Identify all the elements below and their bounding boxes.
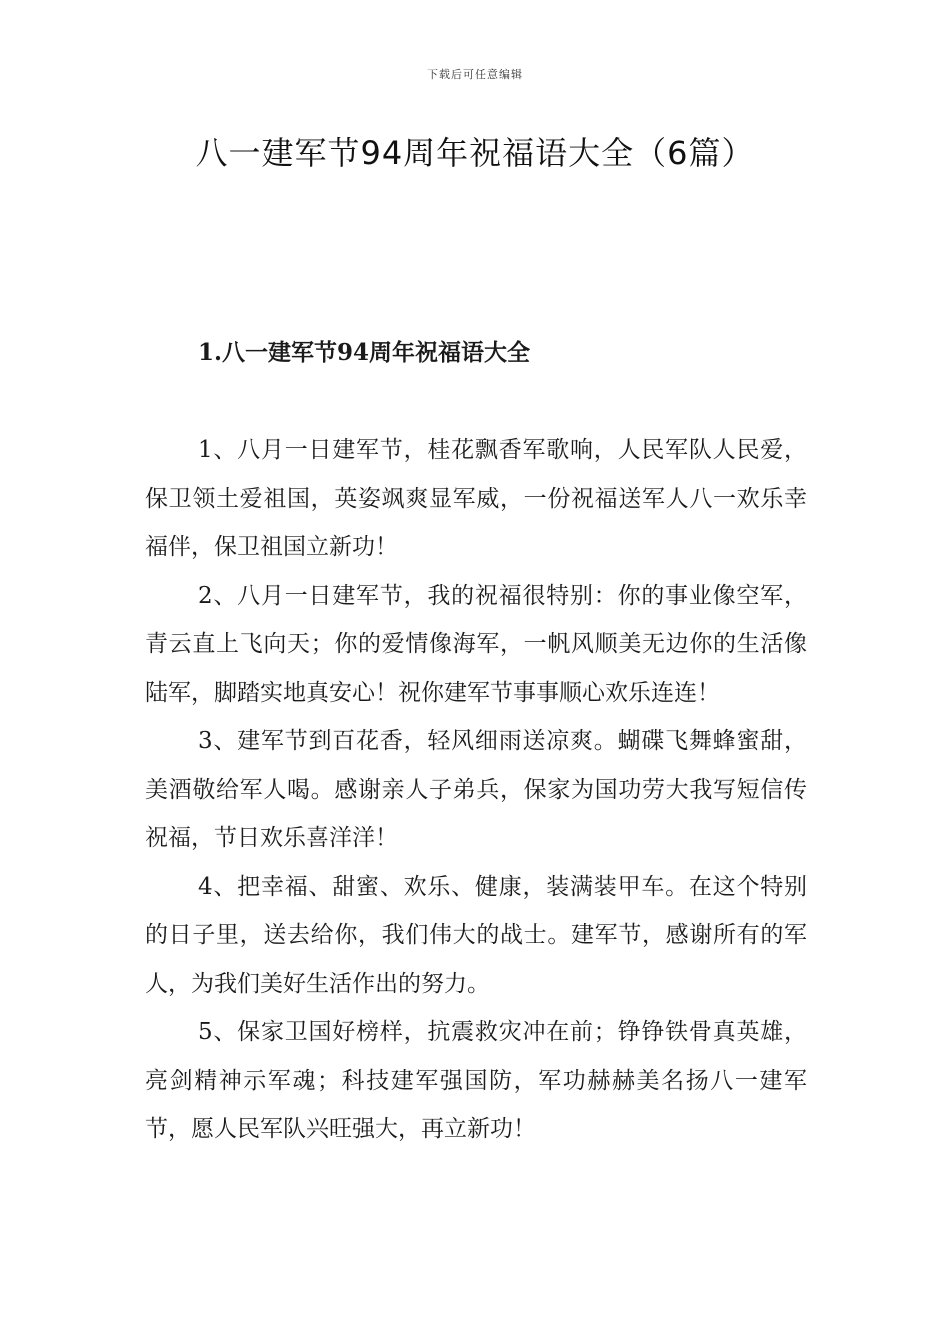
paragraph-1: 1、八月一日建军节，桂花飘香军歌响，人民军队人民爱，保卫领土爱祖国，英姿飒爽显军威，一份祝福送军人八一欢乐幸福伴，保卫祖国立新功！ — [145, 437, 807, 560]
section-heading: 1.八一建军节94周年祝福语大全 — [198, 339, 531, 366]
document-title: 八一建军节94周年祝福语大全（6篇） — [195, 134, 755, 172]
paragraph-5: 5、保家卫国好榜样，抗震救灾冲在前；铮铮铁骨真英雄，亮剑精神示军魂；科技建军强国防，军功赫赫美名扬八一建军节，愿人民军队兴旺强大，再立新功！ — [145, 1019, 807, 1142]
header-note: 下载后可任意编辑 — [427, 68, 523, 81]
paragraph-3: 3、建军节到百花香，轻风细雨送凉爽。蝴碟飞舞蜂蜜甜，美酒敬给军人喝。感谢亲人子弟兵，保家为国功劳大我写短信传祝福，节日欢乐喜洋洋！ — [145, 728, 807, 851]
paragraph-2: 2、八月一日建军节，我的祝福很特别：你的事业像空军，青云直上飞向天；你的爱情像海军，一帆风顺美无边你的生活像陆军，脚踏实地真安心！祝你建军节事事顺心欢乐连连！ — [145, 582, 807, 706]
document-body — [145, 426, 807, 1154]
paragraph-4: 4、把幸福、甜蜜、欢乐、健康，装满装甲车。在这个特别的日子里，送去给你，我们伟大的战士。建军节，感谢所有的军人，为我们美好生活作出的努力。 — [145, 873, 807, 997]
